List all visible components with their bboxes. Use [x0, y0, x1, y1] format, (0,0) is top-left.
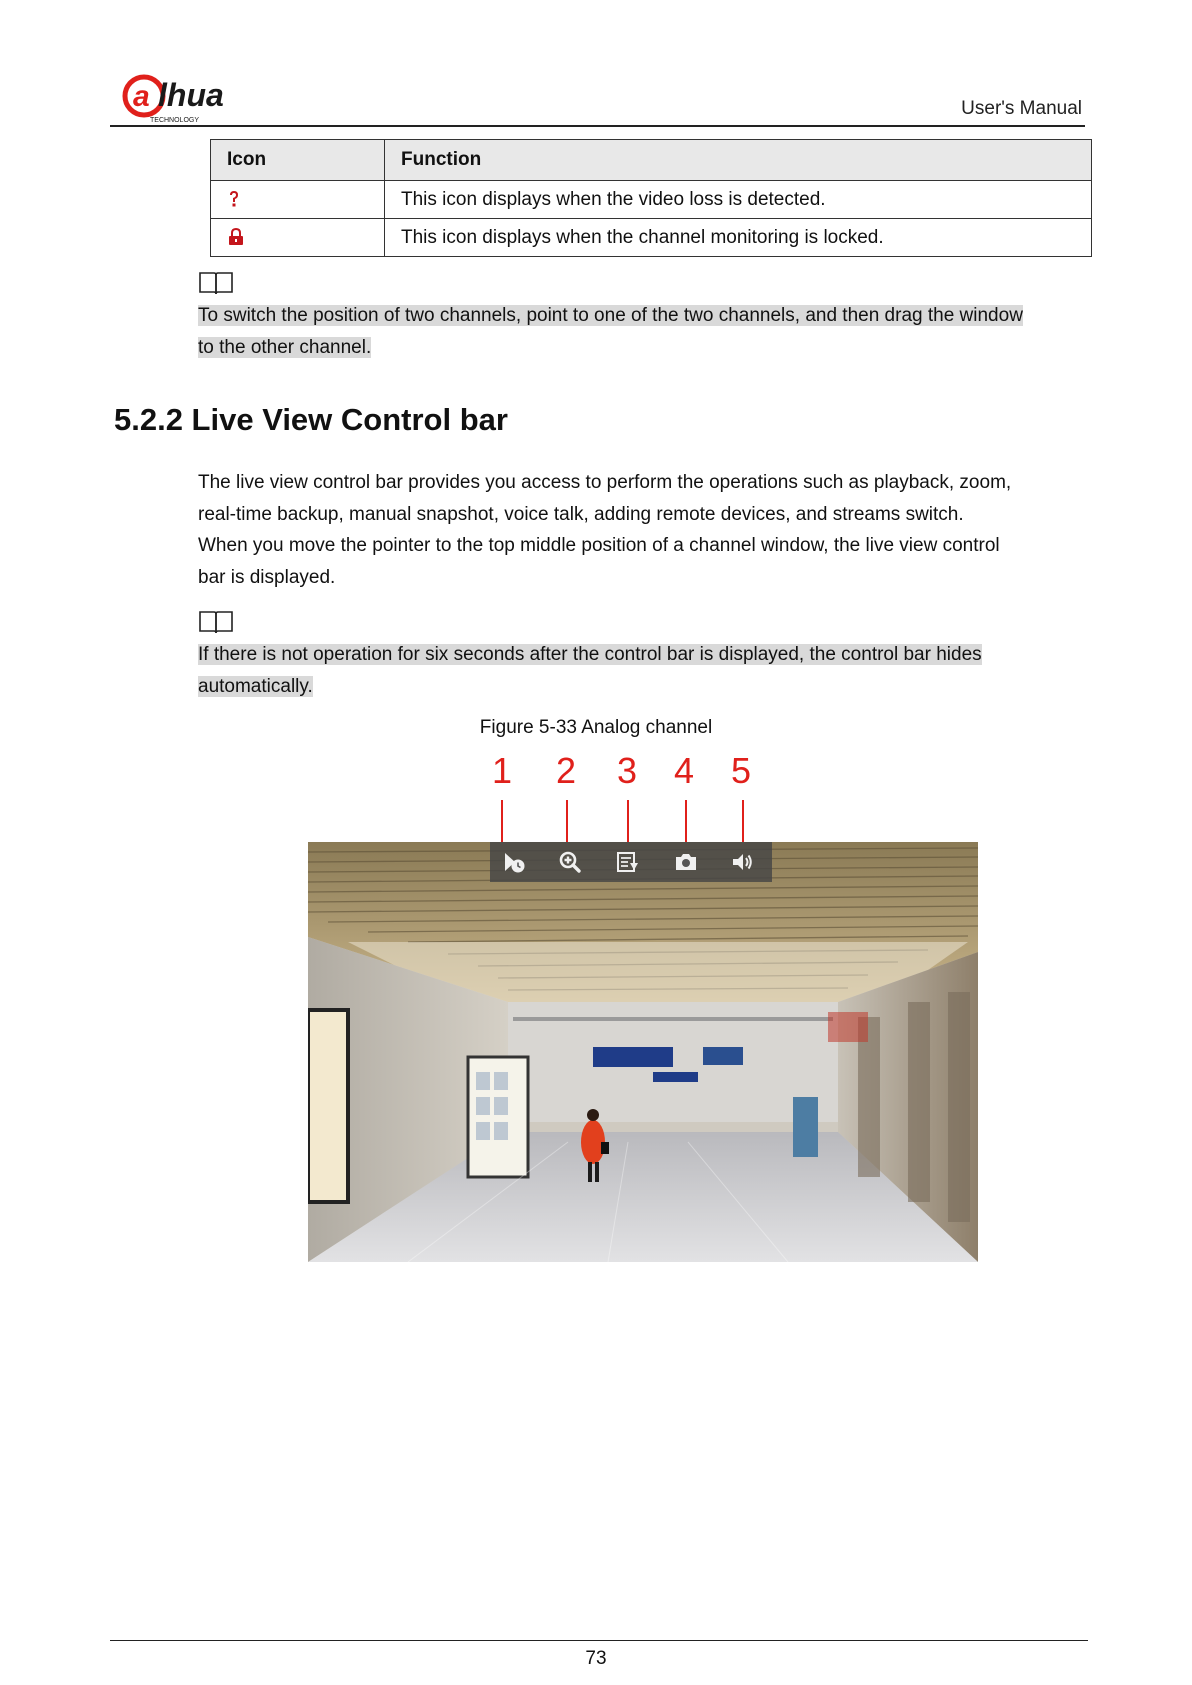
instant-playback-icon[interactable] — [502, 850, 526, 874]
header-divider — [110, 125, 1085, 127]
book-icon — [198, 609, 234, 635]
callout-number: 4 — [673, 750, 695, 791]
note-line: automatically. — [198, 676, 313, 697]
table-row — [211, 181, 1092, 219]
note-control-bar-hides — [198, 639, 1098, 703]
table-cell-function: This icon displays when the channel monitoring is locked. — [385, 219, 1092, 257]
callout-line — [685, 800, 687, 842]
snapshot-icon[interactable] — [674, 850, 698, 874]
manual-title: User's Manual — [961, 98, 1082, 119]
book-icon — [198, 270, 234, 296]
table-cell-icon — [211, 219, 385, 257]
callout-number: 3 — [616, 750, 638, 791]
note-line: to the other channel. — [198, 337, 372, 358]
video-loss-icon — [227, 190, 241, 208]
svg-text:lhua: lhua — [158, 77, 224, 113]
callout-line — [627, 800, 629, 842]
callout-line — [501, 800, 503, 842]
column-header-function: Function — [385, 140, 1092, 181]
callout-number: 2 — [555, 750, 577, 791]
table-row — [211, 219, 1092, 257]
dahua-logo — [120, 72, 255, 130]
section-title: 5.2.2 Live View Control bar — [114, 402, 508, 437]
note-switch-channels — [198, 300, 1098, 364]
note-line: To switch the position of two channels, point to one of the two channels, and then drag the window — [198, 305, 1023, 326]
voice-talk-icon[interactable] — [730, 850, 754, 874]
zoom-icon[interactable] — [558, 850, 582, 874]
svg-text:a: a — [133, 80, 150, 113]
svg-text:TECHNOLOGY: TECHNOLOGY — [150, 117, 200, 124]
callout-line — [566, 800, 568, 842]
section-paragraph: The live view control bar provides you access to perform the operations such as playback, zoom, real-time backup, manual snapshot, voice talk, adding remote devices, and streams switch. When you move the pointer to the top middle position of a channel window, the live view control bar is displayed. — [198, 472, 1012, 588]
icon-function-table — [210, 139, 1092, 257]
figure-caption: Figure 5-33 Analog channel — [479, 717, 713, 738]
page-number: 73 — [585, 1648, 607, 1669]
live-view-control-bar — [490, 842, 772, 882]
callout-number: 1 — [491, 750, 513, 791]
realtime-backup-icon[interactable] — [616, 850, 640, 874]
callout-line — [742, 800, 744, 842]
callout-number: 5 — [730, 750, 752, 791]
footer-divider — [110, 1640, 1088, 1641]
table-header-row — [211, 140, 1092, 181]
column-header-icon: Icon — [211, 140, 385, 181]
analog-channel-view — [308, 842, 978, 1262]
channel-locked-icon — [227, 228, 245, 246]
table-cell-function: This icon displays when the video loss is detected. — [385, 181, 1092, 219]
note-line: If there is not operation for six seconds after the control bar is displayed, the control bar hides — [198, 644, 982, 665]
table-cell-icon — [211, 181, 385, 219]
